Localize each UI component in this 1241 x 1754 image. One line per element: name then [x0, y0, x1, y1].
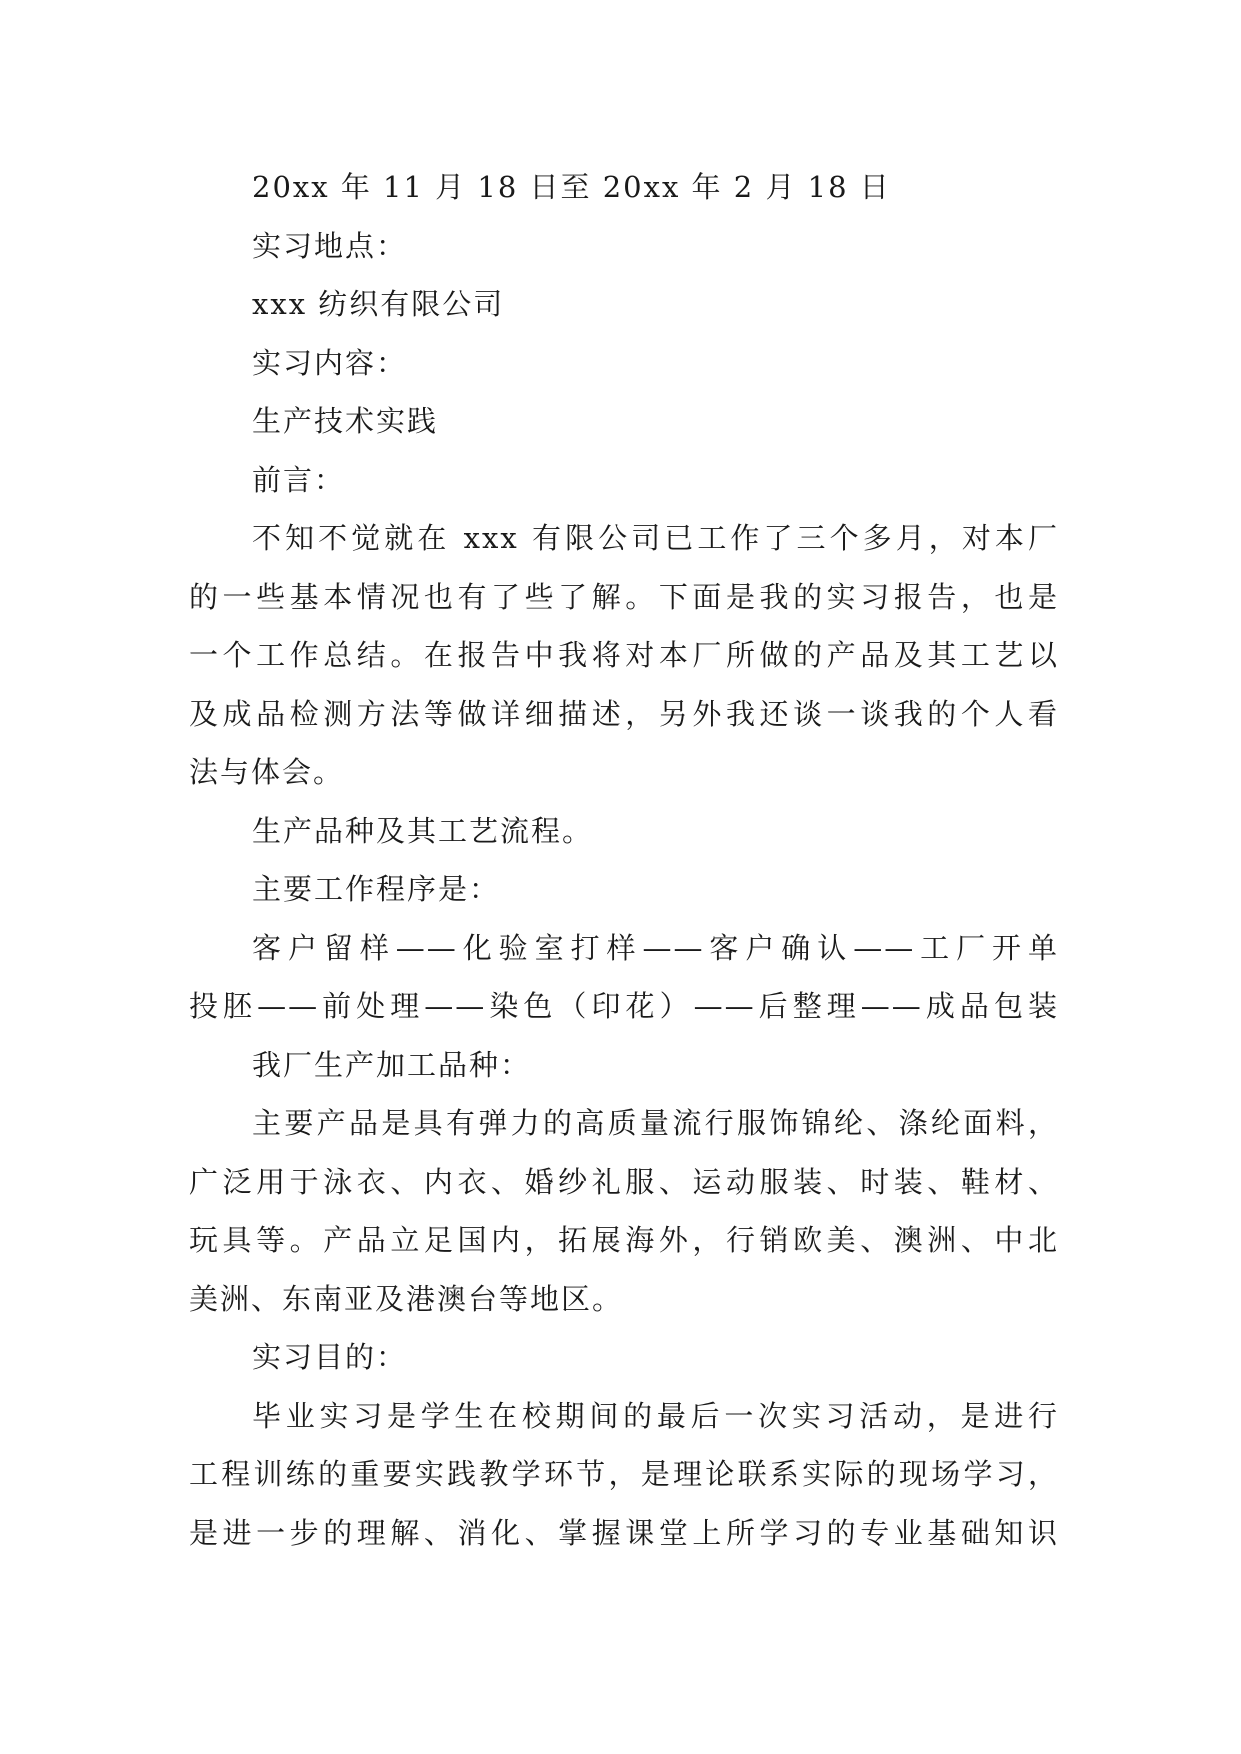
preface-line-1: 不知不觉就在 xxx 有限公司已工作了三个多月，对本厂 [252, 521, 1059, 555]
products-process-heading: 生产品种及其工艺流程。 [252, 813, 594, 848]
preface-heading: 前言： [252, 462, 346, 497]
products-line-3: 玩具等。产品立足国内，拓展海外，行销欧美、澳洲、中北 [189, 1223, 1059, 1257]
procedure-line-1: 客户留样——化验室打样——客户确认——工厂开单 [252, 930, 1059, 965]
purpose-line-3: 是进一步的理解、消化、掌握课堂上所学习的专业基础知识 [189, 1515, 1059, 1550]
work-procedure-heading: 主要工作程序是： [252, 872, 501, 906]
preface-line-5: 法与体会。 [189, 755, 345, 789]
internship-period: 20xx 年 11 月 18 日至 20xx 年 2 月 18 日 [252, 170, 891, 204]
location-heading: 实习地点： [252, 228, 408, 263]
document-body [189, 158, 1059, 1562]
preface-line-3: 一个工作总结。在报告中我将对本厂所做的产品及其工艺以 [189, 638, 1059, 672]
products-line-4: 美洲、东南亚及港澳台等地区。 [189, 1281, 624, 1316]
product-varieties-heading: 我厂生产加工品种： [252, 1047, 532, 1082]
products-line-1: 主要产品是具有弹力的高质量流行服饰锦纶、涤纶面料， [252, 1106, 1059, 1140]
products-line-2: 广泛用于泳衣、内衣、婚纱礼服、运动服装、时装、鞋材、 [189, 1164, 1059, 1199]
purpose-heading: 实习目的： [252, 1340, 408, 1374]
procedure-line-2: 投胚——前处理——染色（印花）——后整理——成品包装 [189, 989, 1059, 1023]
location-value: xxx 纺织有限公司 [252, 287, 505, 321]
content-value: 生产技术实践 [252, 404, 439, 438]
preface-line-2: 的一些基本情况也有了些了解。下面是我的实习报告，也是 [189, 579, 1059, 614]
content-heading: 实习内容： [252, 345, 408, 380]
purpose-line-1: 毕业实习是学生在校期间的最后一次实习活动，是进行 [252, 1398, 1059, 1433]
preface-line-4: 及成品检测方法等做详细描述，另外我还谈一谈我的个人看 [189, 696, 1059, 731]
purpose-line-2: 工程训练的重要实践教学环节，是理论联系实际的现场学习， [189, 1457, 1059, 1491]
